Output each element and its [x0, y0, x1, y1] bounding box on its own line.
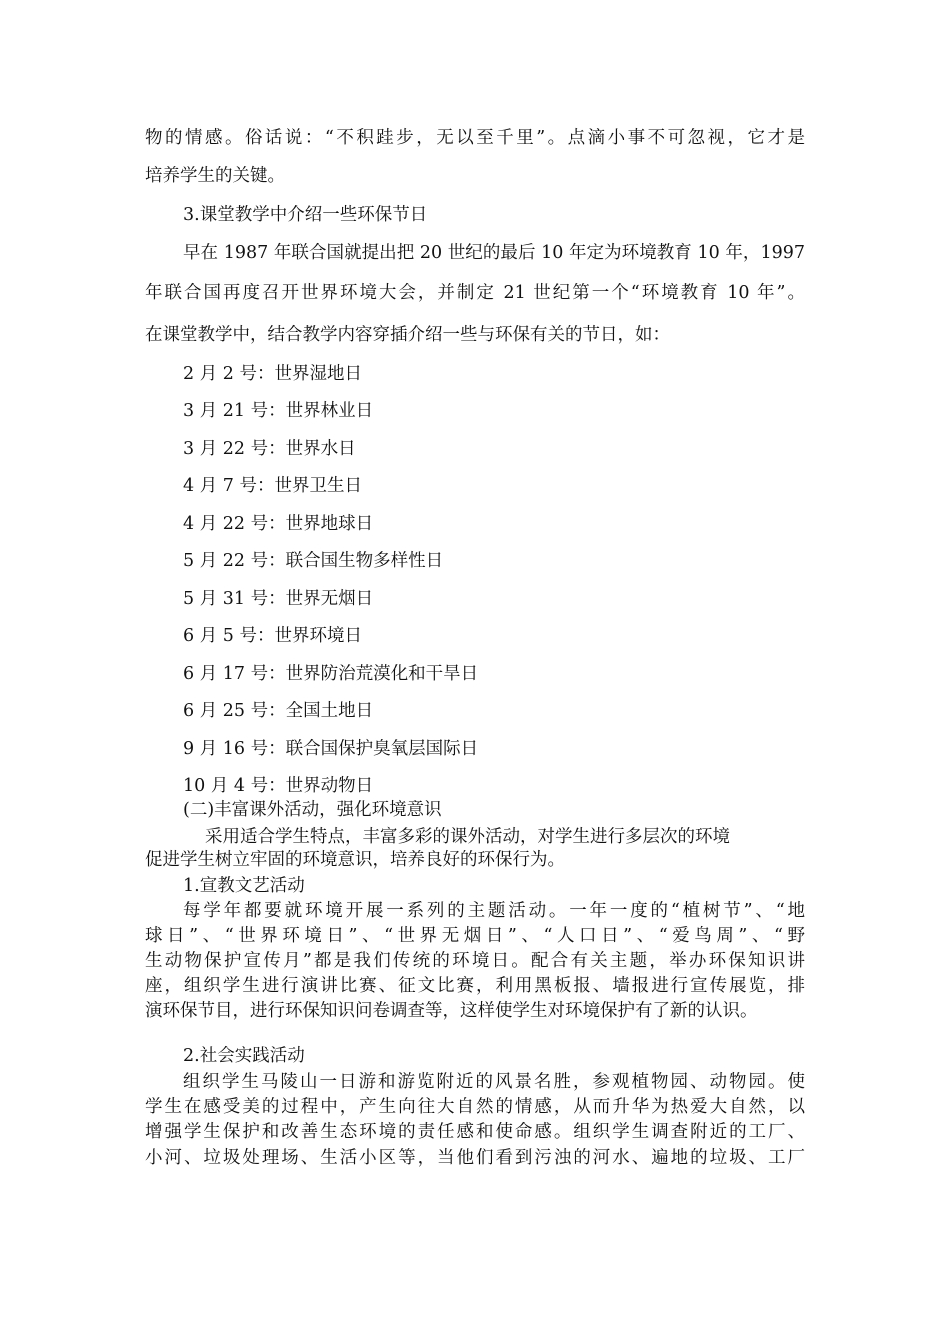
part2-para-line-2: 促进学生树立牢固的环境意识，培养良好的环保行为。 [145, 850, 565, 870]
sub2-para-line-3: 增强学生保护和改善生态环境的责任感和使命感。组织学生调查附近的工厂、 [145, 1122, 805, 1142]
sub2-para-line-2: 学生在感受美的过程中，产生向往大自然的情感，从而升华为热爱大自然，以 [145, 1097, 805, 1117]
sub2-para-line-1: 组织学生马陵山一日游和游览附近的风景名胜，参观植物园、动物园。使 [183, 1072, 805, 1092]
sub2-para-line-4: 小河、垃圾处理场、生活小区等，当他们看到污浊的河水、遍地的垃圾、工厂 [145, 1148, 805, 1168]
holiday-item: 6 月 5 号：世界环境日 [183, 626, 362, 646]
sub1-para-line-4: 座，组织学生进行演讲比赛、征文比赛，利用黑板报、墙报进行宣传展览，排 [145, 976, 805, 996]
section3-para-line-1: 早在 1987 年联合国就提出把 20 世纪的最后 10 年定为环境教育 10 年，1997 [183, 243, 805, 263]
holiday-item: 4 月 7 号：世界卫生日 [183, 476, 362, 496]
holiday-item: 5 月 22 号：联合国生物多样性日 [183, 551, 444, 571]
holiday-item: 10 月 4 号：世界动物日 [183, 776, 374, 796]
part2-heading: (二)丰富课外活动，强化环境意识 [183, 800, 442, 820]
holiday-item: 3 月 21 号：世界林业日 [183, 401, 374, 421]
holiday-item: 6 月 25 号：全国土地日 [183, 701, 374, 721]
intro-line-2: 培养学生的关键。 [145, 166, 285, 186]
sub1-para-line-2: 球日”、“世界环境日”、“世界无烟日”、“人口日”、“爱鸟周”、“野 [145, 926, 805, 946]
holiday-item: 5 月 31 号：世界无烟日 [183, 589, 374, 609]
sub1-para-line-1: 每学年都要就环境开展一系列的主题活动。一年一度的“植树节”、“地 [183, 901, 805, 921]
section3-heading: 3.课堂教学中介绍一些环保节日 [183, 205, 428, 225]
holiday-item: 2 月 2 号：世界湿地日 [183, 364, 362, 384]
sub1-para-line-5: 演环保节目，进行环保知识问卷调查等，这样使学生对环境保护有了新的认识。 [145, 1001, 758, 1021]
intro-line-1: 物的情感。俗话说：“不积跬步，无以至千里”。点滴小事不可忽视，它才是 [145, 128, 805, 148]
sub1-para-line-3: 生动物保护宣传月”都是我们传统的环境日。配合有关主题，举办环保知识讲 [145, 951, 805, 971]
holiday-item: 3 月 22 号：世界水日 [183, 439, 356, 459]
holiday-item: 6 月 17 号：世界防治荒漠化和干旱日 [183, 664, 479, 684]
sub1-heading: 1.宣教文艺活动 [183, 876, 305, 896]
holiday-item: 9 月 16 号：联合国保护臭氧层国际日 [183, 739, 479, 759]
sub2-heading: 2.社会实践活动 [183, 1046, 305, 1066]
part2-para-line-1: 采用适合学生特点，丰富多彩的课外活动，对学生进行多层次的环境 [205, 827, 730, 847]
section3-para-line-2: 年联合国再度召开世界环境大会，并制定 21 世纪第一个“环境教育 10 年”。 [145, 283, 805, 303]
section3-para-line-3: 在课堂教学中，结合教学内容穿插介绍一些与环保有关的节日，如： [145, 325, 670, 345]
holiday-item: 4 月 22 号：世界地球日 [183, 514, 374, 534]
